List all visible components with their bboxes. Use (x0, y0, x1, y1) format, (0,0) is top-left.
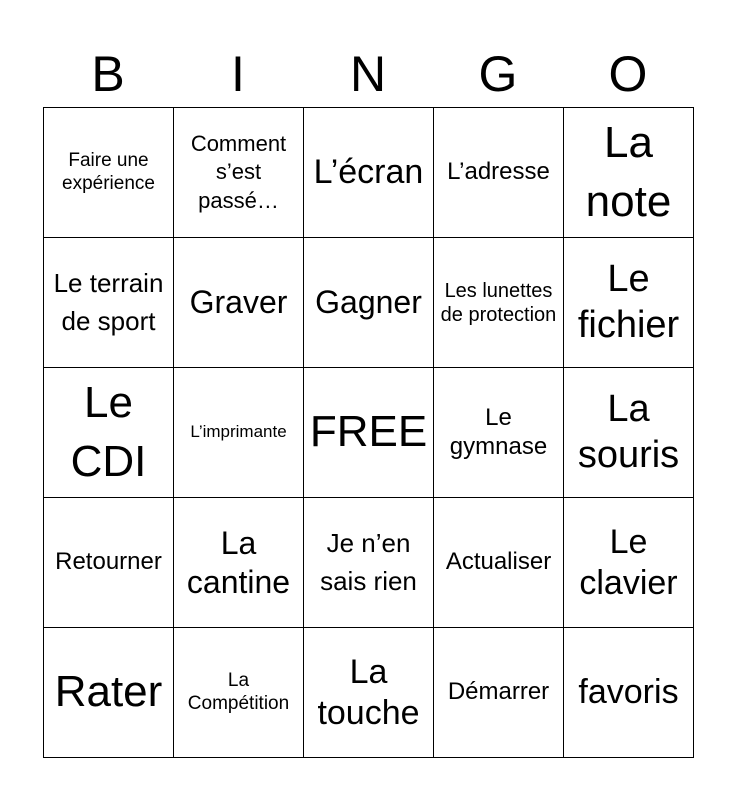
header-letter-o: O (608, 46, 648, 102)
bingo-cell[interactable]: Le fichier (564, 238, 694, 368)
bingo-cell[interactable]: Je n’en sais rien (304, 498, 434, 628)
header-letter-n: N (349, 46, 387, 102)
bingo-grid (43, 107, 694, 758)
bingo-cell[interactable]: Le terrain de sport (44, 238, 174, 368)
bingo-cell[interactable]: Rater (44, 628, 174, 758)
bingo-cell[interactable]: L’écran (304, 108, 434, 238)
grid-row (44, 498, 694, 628)
bingo-cell[interactable]: L’adresse (434, 108, 564, 238)
header-letter-b: B (91, 46, 125, 102)
bingo-cell[interactable]: La note (564, 108, 694, 238)
grid-row (44, 238, 694, 368)
bingo-cell[interactable]: La Compétition (174, 628, 304, 758)
bingo-cell[interactable]: Comment s’est passé… (174, 108, 304, 238)
bingo-cell[interactable]: La touche (304, 628, 434, 758)
bingo-cell[interactable]: La souris (564, 368, 694, 498)
bingo-header (43, 40, 693, 108)
bingo-cell[interactable]: Gagner (304, 238, 434, 368)
bingo-cell[interactable]: favoris (564, 628, 694, 758)
grid-row (44, 628, 694, 758)
bingo-cell[interactable]: Graver (174, 238, 304, 368)
bingo-cell[interactable]: Retourner (44, 498, 174, 628)
grid-row (44, 368, 694, 498)
header-letter-g: G (478, 46, 518, 102)
header-letter-i: I (231, 46, 245, 102)
bingo-cell[interactable]: La cantine (174, 498, 304, 628)
bingo-cell[interactable]: Faire une expérience (44, 108, 174, 238)
bingo-cell[interactable]: L’imprimante (174, 368, 304, 498)
grid-row (44, 108, 694, 238)
free-space-cell[interactable]: FREE (304, 368, 434, 498)
bingo-cell[interactable]: Le gymnase (434, 368, 564, 498)
bingo-cell[interactable]: Démarrer (434, 628, 564, 758)
bingo-cell[interactable]: Actualiser (434, 498, 564, 628)
bingo-cell[interactable]: Les lunettes de protection (434, 238, 564, 368)
bingo-cell[interactable]: Le clavier (564, 498, 694, 628)
bingo-cell[interactable]: Le CDI (44, 368, 174, 498)
